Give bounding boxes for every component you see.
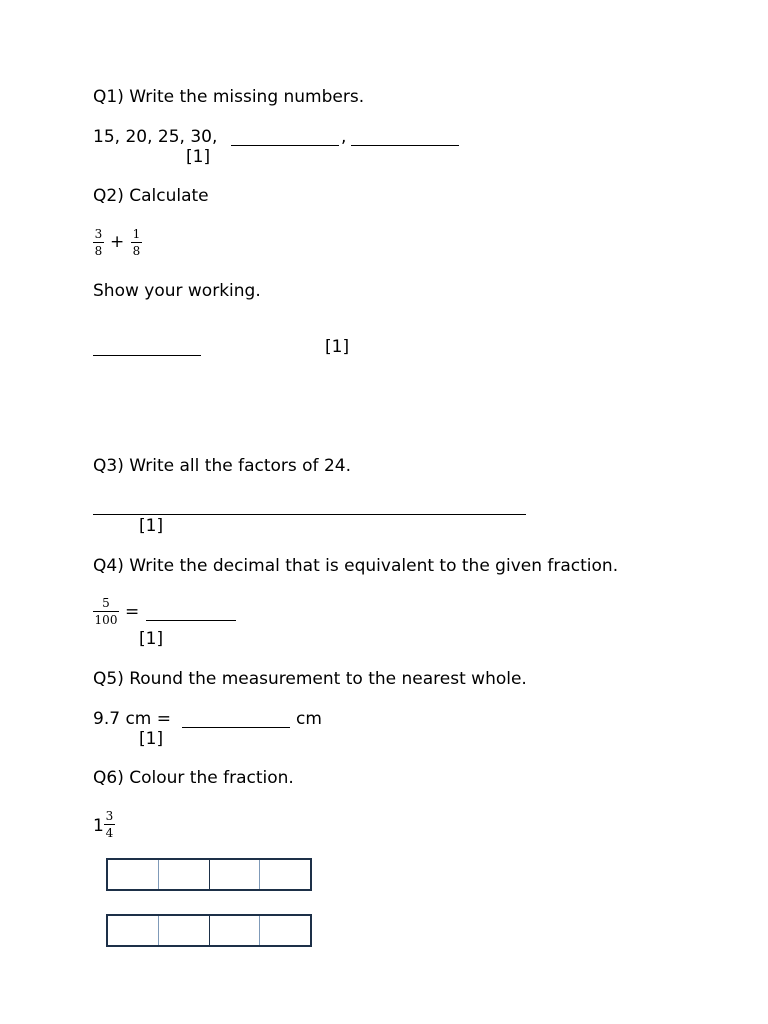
fraction-cell[interactable] — [260, 916, 310, 945]
fraction-bar — [93, 611, 119, 612]
fraction-bar-whole-1 — [106, 858, 312, 891]
q1-answer-line-1[interactable] — [231, 145, 339, 146]
fraction-cell[interactable] — [159, 860, 210, 889]
q6-prompt: Q6) Colour the fraction. — [93, 768, 294, 788]
q1-answer-line-2[interactable] — [351, 145, 459, 146]
fraction-cell[interactable] — [108, 916, 159, 945]
q5-measurement: 9.7 cm = — [93, 709, 171, 729]
q5-answer-line[interactable] — [182, 727, 290, 728]
q1-mark: [1] — [186, 147, 211, 167]
q1-prompt: Q1) Write the missing numbers. — [93, 87, 365, 107]
q2-answer-line[interactable] — [93, 355, 201, 356]
q4-equals: = — [125, 602, 140, 622]
q2-fraction-a-denominator: 8 — [94, 244, 103, 258]
fraction-bar — [93, 242, 104, 243]
q6-fraction-numerator: 3 — [105, 809, 114, 823]
q2-fraction-b-denominator: 8 — [132, 244, 141, 258]
q1-sequence: 15, 20, 25, 30, — [93, 127, 218, 147]
q2-fraction-a — [93, 228, 104, 258]
q4-answer-line[interactable] — [146, 620, 236, 621]
fraction-cell[interactable] — [159, 916, 210, 945]
q3-prompt: Q3) Write all the factors of 24. — [93, 456, 351, 476]
q4-mark: [1] — [139, 629, 164, 649]
q2-fraction-a-numerator: 3 — [94, 227, 103, 241]
q4-fraction — [93, 597, 119, 627]
fraction-bar — [131, 242, 142, 243]
q5-mark: [1] — [139, 729, 164, 749]
fraction-bar — [104, 824, 115, 825]
q2-mark: [1] — [325, 337, 350, 357]
q2-fraction-b-numerator: 1 — [132, 227, 141, 241]
q2-operator: + — [110, 232, 125, 252]
fraction-cell[interactable] — [210, 860, 261, 889]
fraction-cell[interactable] — [108, 860, 159, 889]
q6-fraction-denominator: 4 — [105, 826, 114, 840]
q6-whole-number: 1 — [93, 816, 104, 836]
q6-fraction — [104, 810, 115, 840]
q3-mark: [1] — [139, 516, 164, 536]
q2-instruction: Show your working. — [93, 281, 261, 301]
q4-prompt: Q4) Write the decimal that is equivalent to the given fraction. — [93, 556, 619, 576]
q4-fraction-denominator: 100 — [94, 613, 118, 627]
q1-separator: , — [341, 127, 347, 147]
q2-fraction-b — [131, 228, 142, 258]
q5-prompt: Q5) Round the measurement to the nearest whole. — [93, 669, 527, 689]
q5-unit: cm — [296, 709, 322, 729]
q3-answer-line[interactable] — [93, 514, 526, 515]
q4-fraction-numerator: 5 — [102, 596, 110, 610]
fraction-cell[interactable] — [210, 916, 261, 945]
fraction-cell[interactable] — [260, 860, 310, 889]
q2-prompt: Q2) Calculate — [93, 186, 209, 206]
fraction-bar-whole-2 — [106, 914, 312, 947]
